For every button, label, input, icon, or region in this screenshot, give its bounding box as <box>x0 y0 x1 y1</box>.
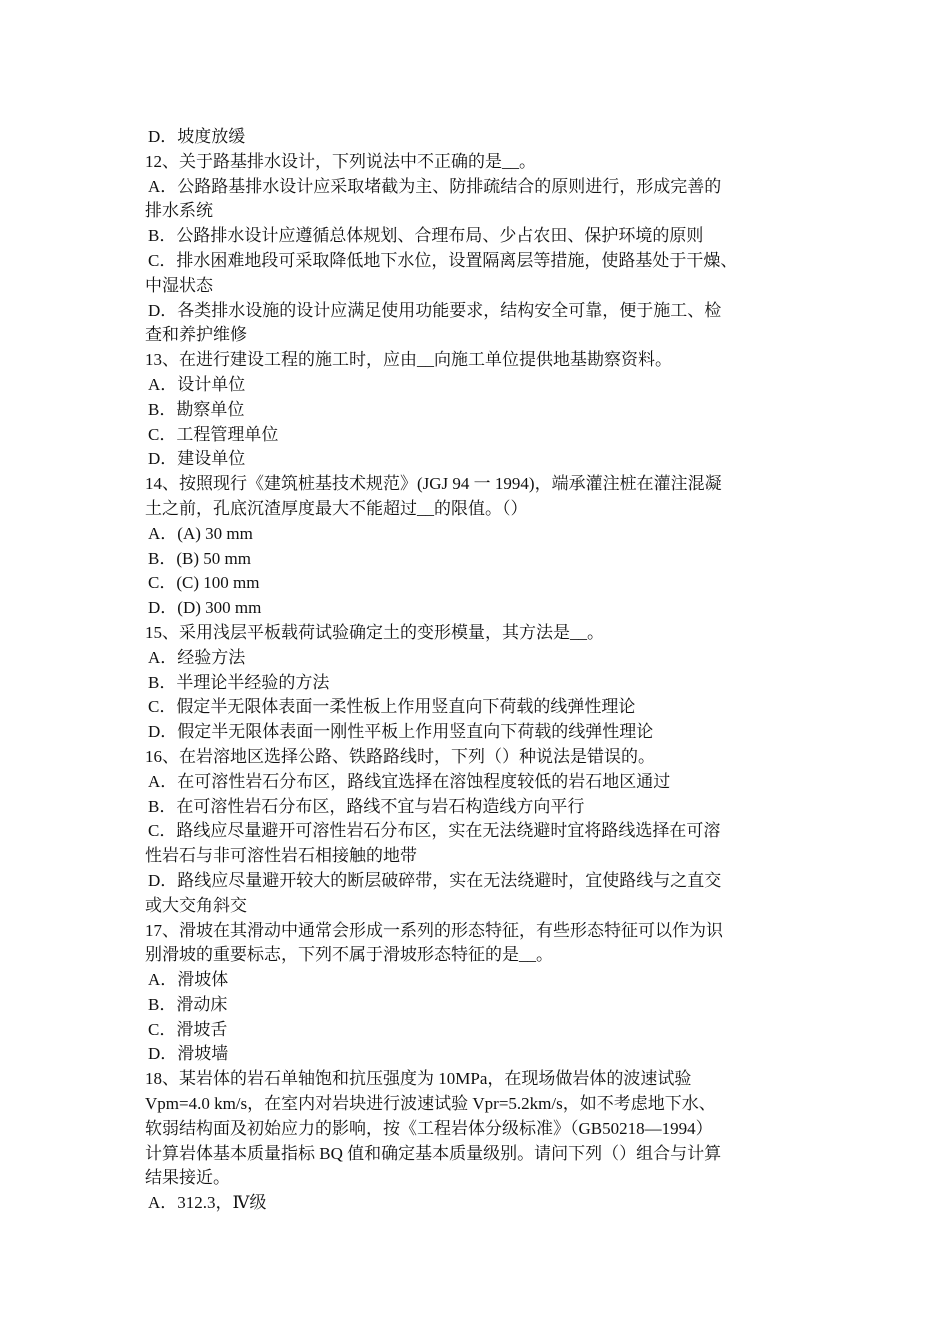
text-line: Vpm=4.0 km/s，在室内对岩块进行波速试验 Vpr=5.2km/s，如不考虑地下水、 <box>145 1094 716 1114</box>
text-line: B．公路排水设计应遵循总体规划、合理布局、少占农田、保护环境的原则 <box>148 226 704 246</box>
text-line: 15、采用浅层平板载荷试验确定土的变形模量，其方法是__。 <box>145 622 604 642</box>
text-line: C．工程管理单位 <box>148 424 279 444</box>
text-line: D．各类排水设施的设计应满足使用功能要求，结构安全可靠，便于施工、检 <box>148 300 722 320</box>
text-line: C．滑坡舌 <box>148 1019 228 1039</box>
text-line: C．(C) 100 mm <box>148 573 260 593</box>
text-line: A．在可溶性岩石分布区，路线宜选择在溶蚀程度较低的岩石地区通过 <box>148 771 671 791</box>
text-line: 13、在进行建设工程的施工时，应由__向施工单位提供地基勘察资料。 <box>145 350 672 370</box>
text-line: D．滑坡墙 <box>148 1044 229 1064</box>
text-line: 排水系统 <box>145 201 213 221</box>
text-line: D．建设单位 <box>148 449 246 469</box>
text-line: 18、某岩体的岩石单轴饱和抗压强度为 10MPa，在现场做岩体的波速试验 <box>145 1069 692 1089</box>
text-line: C．假定半无限体表面一柔性板上作用竖直向下荷载的线弹性理论 <box>148 697 636 717</box>
text-line: A．滑坡体 <box>148 970 229 990</box>
text-line: A．经验方法 <box>148 647 246 667</box>
text-line: D．假定半无限体表面一刚性平板上作用竖直向下荷载的线弹性理论 <box>148 722 654 742</box>
document-body <box>145 125 810 1216</box>
text-line: 别滑坡的重要标志，下列不属于滑坡形态特征的是__。 <box>145 945 553 965</box>
text-line: D．路线应尽量避开较大的断层破碎带，实在无法绕避时，宜使路线与之直交 <box>148 870 722 890</box>
text-line: A．设计单位 <box>148 374 246 394</box>
text-line: 计算岩体基本质量指标 BQ 值和确定基本质量级别。请问下列（）组合与计算 <box>145 1143 722 1163</box>
text-line: B．半理论半经验的方法 <box>148 672 330 692</box>
text-line: 12、关于路基排水设计，下列说法中不正确的是__。 <box>145 151 536 171</box>
text-line: A．312.3，Ⅳ级 <box>148 1193 267 1213</box>
text-line: D．坡度放缓 <box>148 127 246 146</box>
text-line: 查和养护维修 <box>145 325 247 345</box>
text-line: A．公路路基排水设计应采取堵截为主、防排疏结合的原则进行，形成完善的 <box>148 176 722 196</box>
text-line: B．(B) 50 mm <box>148 548 251 568</box>
text-line: 中湿状态 <box>145 275 213 295</box>
text-line: 结果接近。 <box>145 1168 230 1188</box>
text-line: A．(A) 30 mm <box>148 523 253 543</box>
text-line: C．排水困难地段可采取降低地下水位，设置隔离层等措施，使路基处于干燥、 <box>148 250 738 270</box>
text-line: D．(D) 300 mm <box>148 598 262 618</box>
text-line: 14、按照现行《建筑桩基技术规范》(JGJ 94 一 1994)，端承灌注桩在灌注混凝 <box>145 474 722 494</box>
text-line: 16、在岩溶地区选择公路、铁路路线时，下列（）种说法是错误的。 <box>145 746 655 766</box>
text-line: 或大交角斜交 <box>145 895 247 915</box>
text-line: C．路线应尽量避开可溶性岩石分布区，实在无法绕避时宜将路线选择在可溶 <box>148 821 721 841</box>
text-line: 性岩石与非可溶性岩石相接触的地带 <box>145 846 417 866</box>
text-line: B．在可溶性岩石分布区，路线不宜与岩石构造线方向平行 <box>148 796 585 816</box>
text-line: B．滑动床 <box>148 994 228 1014</box>
text-line: 17、滑坡在其滑动中通常会形成一系列的形态特征，有些形态特征可以作为识 <box>145 920 723 940</box>
text-line: 软弱结构面及初始应力的影响，按《工程岩体分级标准》（GB50218—1994） <box>145 1118 713 1138</box>
text-line: 土之前，孔底沉渣厚度最大不能超过__的限值。（） <box>145 498 528 518</box>
text-line: B．勘察单位 <box>148 399 245 419</box>
